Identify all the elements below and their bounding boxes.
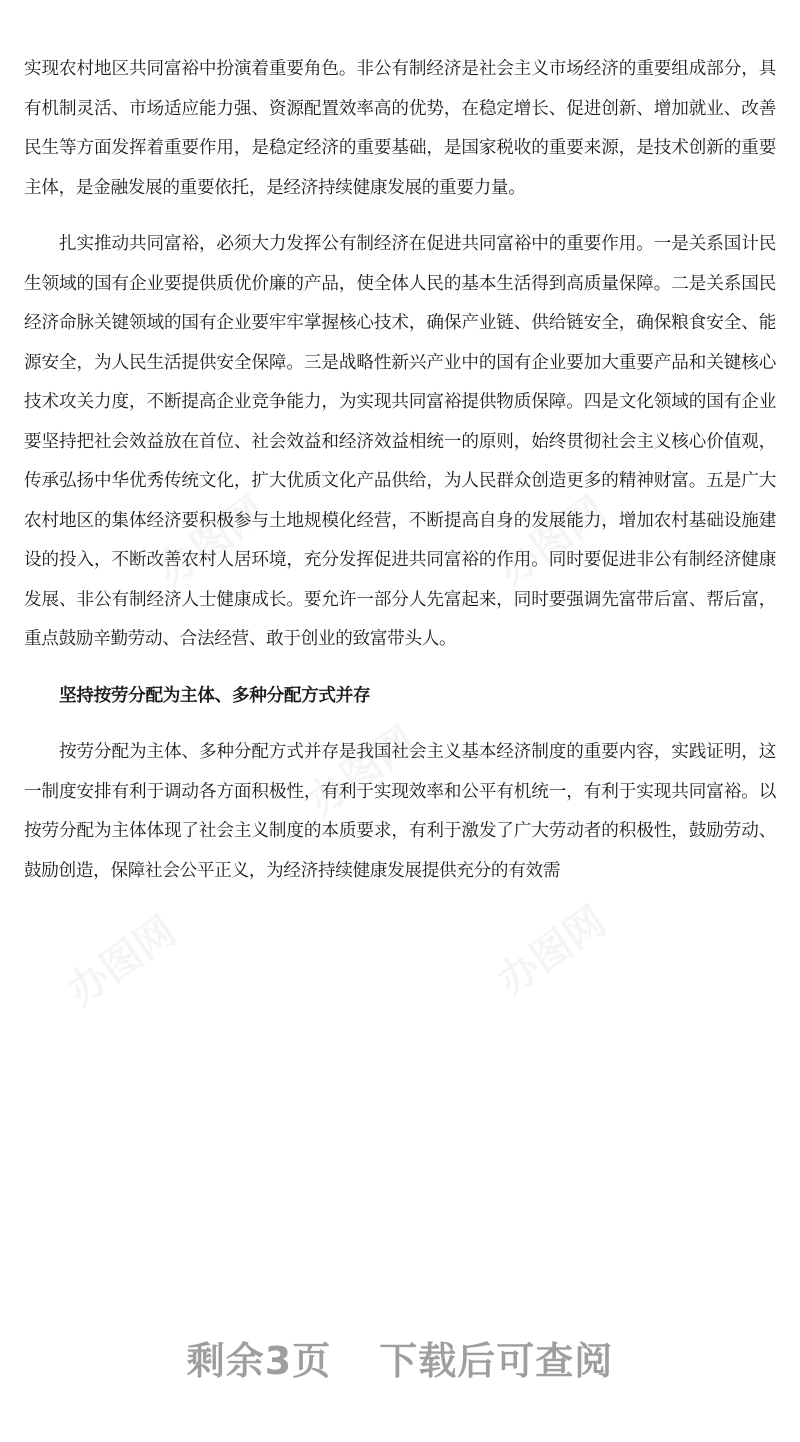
download-prompt-banner[interactable] [0,1330,800,1385]
paragraph-2: 扎实推动共同富裕，必须大力发挥公有制经济在促进共同富裕中的重要作用。一是关系国计民生领域的国有企业要提供质优价廉的产品，使全体人民的基本生活得到高质量保障。二是关系国民经济命脉关键领域的国有企业要牢牢掌握核心技术，确保产业链、供给链安全，确保粮食安全、能源安全，为人民生活提供安全保障。三是战略性新兴产业中的国有企业要加大重要产品和关键核心技术攻关力度，不断提高企业竞争能力，为实现共同富裕提供物质保障。四是文化领域的国有企业要坚持把社会效益放在首位、社会效益和经济效益相统一的原则，始终贯彻社会主义核心价值观，传承弘扬中华优秀传统文化，扩大优质文化产品供给，为人民群众创造更多的精神财富。五是广大农村地区的集体经济要积极参与土地规模化经营，不断提高自身的发展能力，增加农村基础设施建设的投入，不断改善农村人居环境，充分发挥促进共同富裕的作用。同时要促进非公有制经济健康发展、非公有制经济人士健康成长。要允许一部分人先富起来，同时要强调先富带后富、帮后富，重点鼓励辛勤劳动、合法经营、敢于创业的致富带头人。 [24,234,776,649]
remaining-pages-text: 剩余3页 [186,1339,332,1383]
paragraph-3: 按劳分配为主体、多种分配方式并存是我国社会主义基本经济制度的重要内容，实践证明，这一制度安排有利于调动各方面积极性，有利于实现效率和公平有机统一，有利于实现共同富裕。以按劳分配为主体体现了社会主义制度的本质要求，有利于激发了广大劳动者的积极性，鼓励劳动、鼓励创造，保障社会公平正义，为经济持续健康发展提供充分的有效需 [24,742,776,881]
document-body [24,50,776,891]
watermark [485,891,616,1007]
section-heading: 坚持按劳分配为主体、多种分配方式并存 [59,685,371,706]
download-to-view-text: 下载后可查阅 [379,1339,614,1383]
watermark [55,901,186,1017]
paragraph-1: 实现农村地区共同富裕中扮演着重要角色。非公有制经济是社会主义市场经济的重要组成部分，具有机制灵活、市场适应能力强、资源配置效率高的优势，在稳定增长、促进创新、增加就业、改善民生等方面发挥着重要作用，是稳定经济的重要基础，是国家税收的重要来源，是技术创新的重要主体，是金融发展的重要依托，是经济持续健康发展的重要力量。 [24,59,776,198]
